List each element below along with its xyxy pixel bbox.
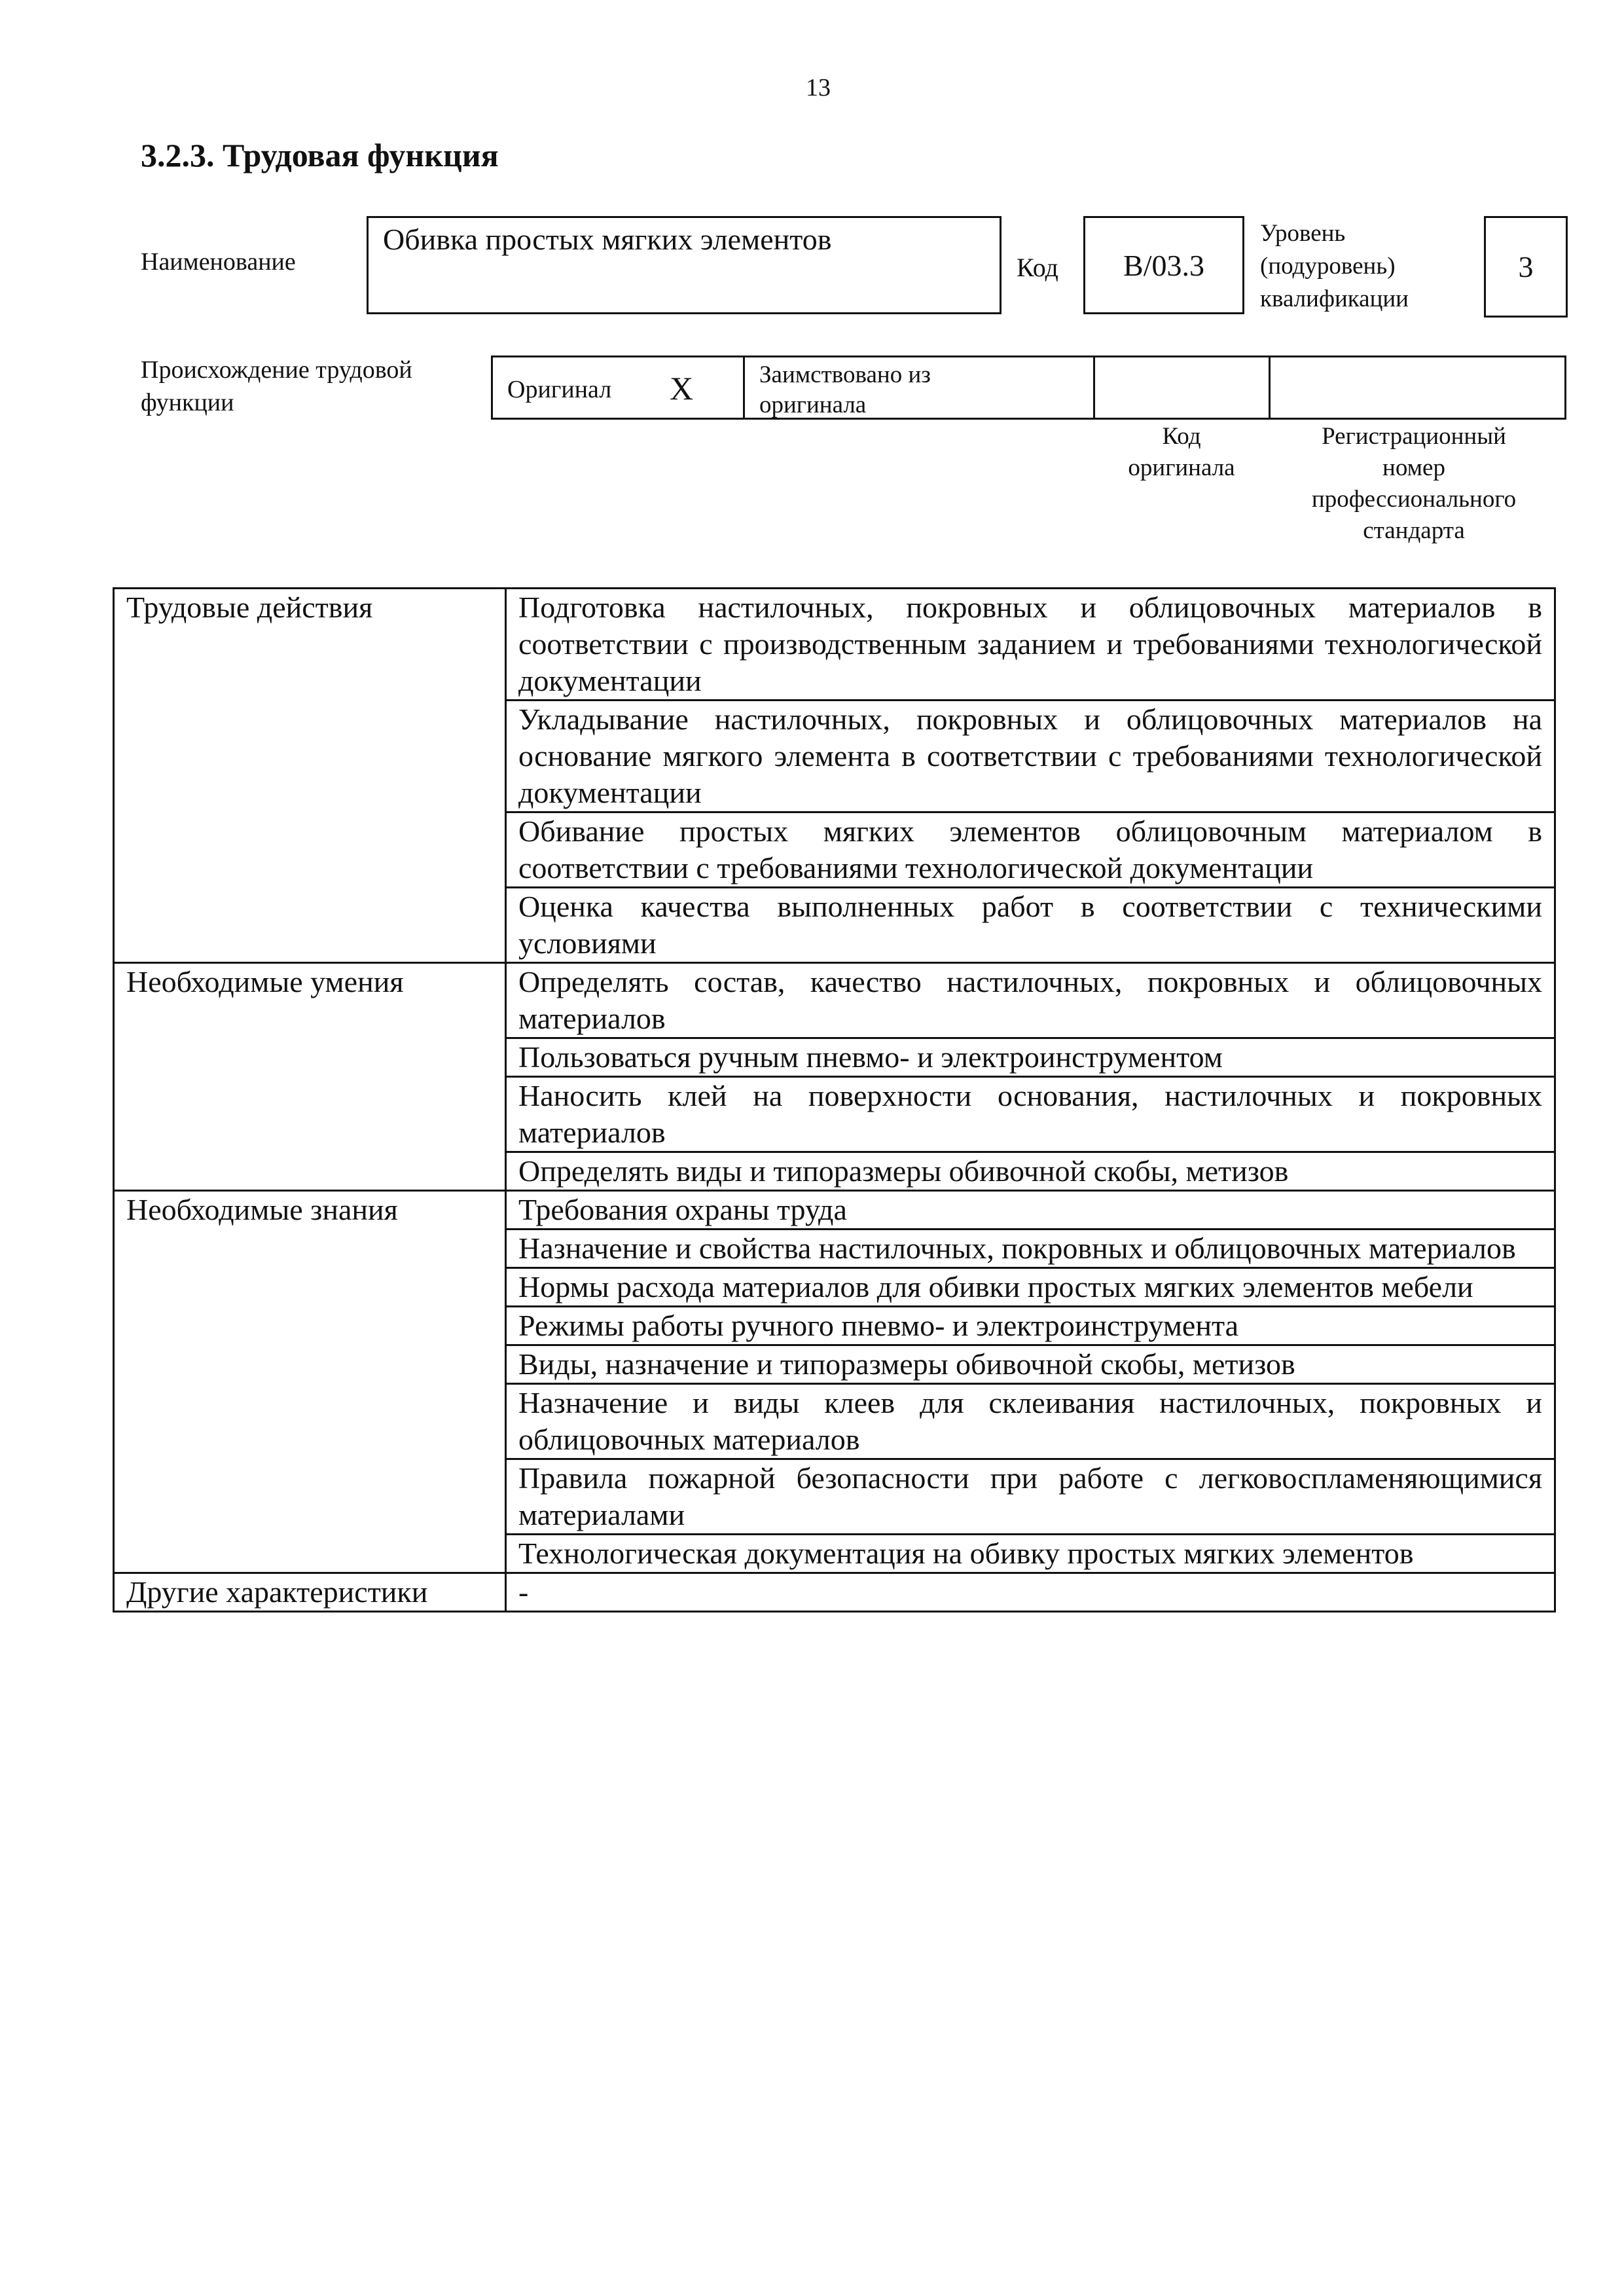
section-title: 3.2.3. Трудовая функция [141,137,499,173]
table-cell: Оценка качества выполненных работ в соответствии с техническими условиями [506,888,1555,963]
caption-line: номер [1382,454,1445,481]
name-value-box: Обивка простых мягких элементов [367,216,1001,314]
borrowed-label-line: оригинала [759,392,867,418]
code-value-box: B/03.3 [1083,216,1244,314]
table-cell: Обивание простых мягких элементов облицовочным материалом в соответствии с требованиями технологической документации [506,812,1555,888]
table-cell: Технологическая документация на обивку простых мягких элементов [506,1535,1555,1573]
table-row [114,1573,1555,1612]
function-details-table [113,587,1556,1613]
category-required-knowledge: Необходимые знания [114,1191,506,1573]
borrowed-label [759,360,931,420]
table-cell: Назначение и виды клеев для склеивания настилочных, покровных и облицовочных материалов [506,1384,1555,1459]
level-label-line: Уровень [1260,220,1346,247]
table-cell: Наносить клей на поверхности основания, настилочных и покровных материалов [506,1077,1555,1152]
code-label: Код [1017,253,1058,282]
table-cell: - [506,1573,1555,1612]
page-number: 13 [806,74,831,101]
origin-table [491,355,1566,420]
table-row [114,1191,1555,1230]
category-labor-actions: Трудовые действия [114,589,506,963]
original-cell [493,357,745,418]
table-cell: Пользоваться ручным пневмо- и электроинструментом [506,1038,1555,1077]
table-cell: Требования охраны труда [506,1191,1555,1230]
table-row [114,589,1555,701]
category-required-skills: Необходимые умения [114,963,506,1191]
caption-line: стандарта [1363,517,1465,544]
borrowed-cell [745,357,1095,418]
table-cell: Определять виды и типоразмеры обивочной скобы, метизов [506,1152,1555,1191]
table-cell: Режимы работы ручного пневмо- и электроинструмента [506,1307,1555,1345]
caption-line: оригинала [1128,454,1235,481]
table-cell: Правила пожарной безопасности при работе с легковоспламеняющимися материалами [506,1459,1555,1535]
caption-line: Код [1162,423,1201,450]
original-code-caption [1093,421,1270,484]
level-label-line: квалификации [1260,285,1409,312]
table-cell: Определять состав, качество настилочных, покровных и облицовочных материалов [506,963,1555,1038]
origin-label-line: Происхождение трудовой [141,356,412,384]
caption-line: Регистрационный [1322,423,1506,450]
original-code-cell [1095,357,1271,418]
category-other-characteristics: Другие характеристики [114,1573,506,1612]
origin-label [141,354,412,419]
reg-number-cell [1271,357,1568,418]
original-mark: X [670,370,694,407]
caption-line: профессионального [1311,486,1517,513]
borrowed-label-line: Заимствовано из [759,361,931,388]
qualification-level-box: 3 [1484,216,1568,318]
origin-label-line: функции [141,389,234,416]
table-cell: Укладывание настилочных, покровных и облицовочных материалов на основание мягкого элемента в соответствии с требованиями технологической документации [506,701,1555,812]
qualification-level-label [1260,217,1409,316]
table-row [114,963,1555,1038]
name-label: Наименование [141,248,296,276]
table-cell: Назначение и свойства настилочных, покровных и облицовочных материалов [506,1230,1555,1268]
table-cell: Подготовка настилочных, покровных и облицовочных материалов в соответствии с производственным заданием и требованиями технологической документации [506,589,1555,701]
level-label-line: (подуровень) [1260,253,1396,280]
reg-number-caption [1276,421,1551,547]
table-cell: Виды, назначение и типоразмеры обивочной скобы, метизов [506,1345,1555,1384]
table-cell: Нормы расхода материалов для обивки простых мягких элементов мебели [506,1268,1555,1307]
original-label: Оригинал [507,376,612,403]
